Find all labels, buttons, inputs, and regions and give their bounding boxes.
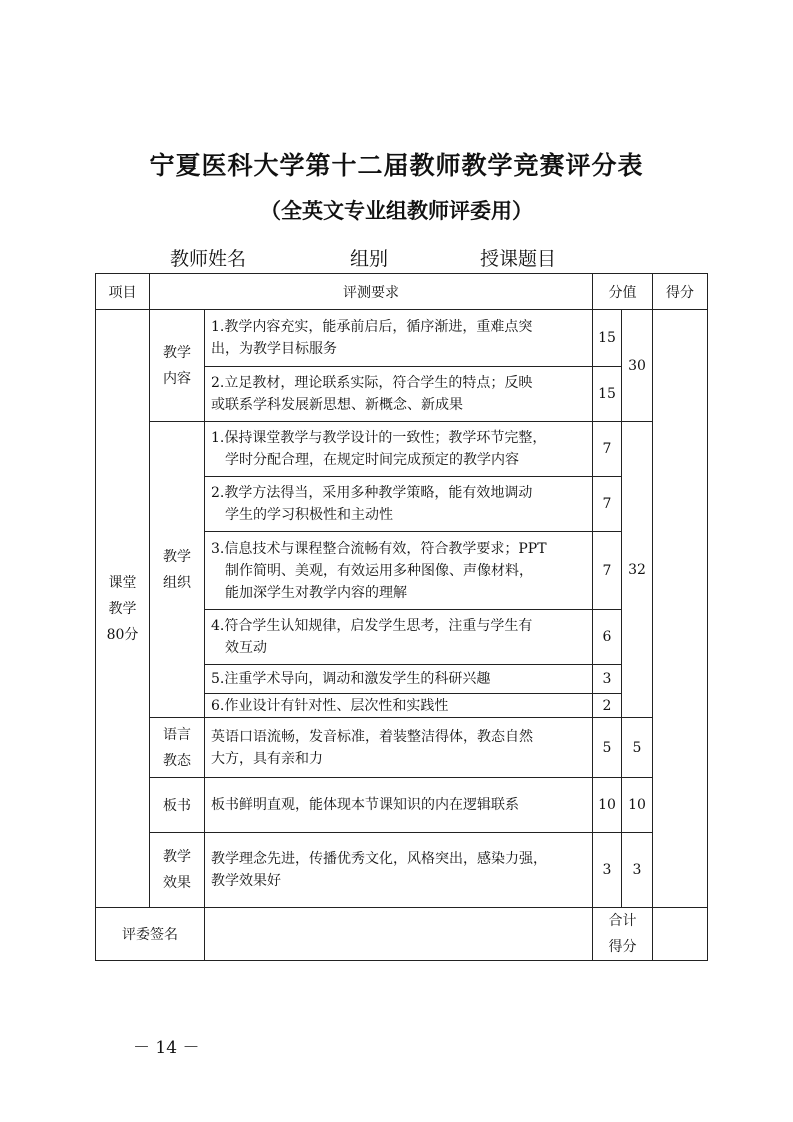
category-board: 板书 — [150, 778, 205, 833]
judge-sign-label: 评委签名 — [96, 908, 205, 961]
page-subtitle: （全英文专业组教师评委用） — [260, 198, 533, 223]
requirement-text: 5.注重学术导向，调动和激发学生的科研兴趣 — [205, 665, 593, 694]
item-points: 2 — [593, 694, 622, 718]
category-subtotal: 32 — [622, 422, 653, 718]
score-cell[interactable] — [653, 310, 708, 908]
header-points: 分值 — [593, 274, 653, 310]
requirement-text: 3.信息技术与课程整合流畅有效，符合教学要求；PPT 制作简明、美观，有效运用多种图像、声像材料， 能加深学生对教学内容的理解 — [205, 532, 593, 610]
requirement-text: 4.符合学生认知规律，启发学生思考，注重与学生有 效互动 — [205, 610, 593, 665]
requirement-text: 板书鲜明直观，能体现本节课知识的内在逻辑联系 — [205, 778, 593, 833]
judge-sign-field[interactable] — [205, 908, 593, 961]
item-points: 7 — [593, 422, 622, 477]
total-score-field[interactable] — [653, 908, 708, 961]
category-effect: 教学 效果 — [150, 833, 205, 908]
topic-label: 授课题目 — [480, 248, 557, 270]
requirement-text: 6.作业设计有针对性、层次性和实践性 — [205, 694, 593, 718]
item-points: 15 — [593, 310, 622, 367]
header-row — [96, 274, 708, 310]
page-title: 宁夏医科大学第十二届教师教学竞赛评分表 — [149, 151, 644, 180]
category-language: 语言 教态 — [150, 718, 205, 778]
table-row — [96, 310, 708, 367]
item-points: 15 — [593, 367, 622, 422]
teacher-name-label: 教师姓名 — [170, 248, 247, 270]
footer-row — [96, 908, 708, 961]
header-requirements: 评测要求 — [150, 274, 593, 310]
total-score-label: 合计 得分 — [593, 908, 653, 961]
category-content: 教学 内容 — [150, 310, 205, 422]
table-row — [96, 422, 708, 477]
group-label: 组别 — [350, 248, 389, 270]
requirement-text: 1.教学内容充实，能承前启后，循序渐进，重难点突 出，为教学目标服务 — [205, 310, 593, 367]
requirement-text: 2.教学方法得当，采用多种教学策略，能有效地调动 学生的学习积极性和主动性 — [205, 477, 593, 532]
item-points: 10 — [593, 778, 622, 833]
item-points: 3 — [593, 833, 622, 908]
requirement-text: 1.保持课堂教学与教学设计的一致性；教学环节完整， 学时分配合理，在规定时间完成预定的教学内容 — [205, 422, 593, 477]
table-row — [96, 778, 708, 833]
category-subtotal: 3 — [622, 833, 653, 908]
category-organization: 教学 组织 — [150, 422, 205, 718]
header-item: 项目 — [96, 274, 150, 310]
requirement-text: 2.立足教材，理论联系实际，符合学生的特点；反映 或联系学科发展新思想、新概念、新成果 — [205, 367, 593, 422]
requirement-text: 教学理念先进，传播优秀文化，风格突出，感染力强， 教学效果好 — [205, 833, 593, 908]
header-score: 得分 — [653, 274, 708, 310]
category-subtotal: 5 — [622, 718, 653, 778]
score-table — [95, 273, 708, 961]
item-points: 7 — [593, 477, 622, 532]
item-points: 3 — [593, 665, 622, 694]
item-points: 6 — [593, 610, 622, 665]
requirement-text: 英语口语流畅，发音标准，着装整洁得体，教态自然 大方，具有亲和力 — [205, 718, 593, 778]
category-subtotal: 30 — [622, 310, 653, 422]
table-row — [96, 833, 708, 908]
page-number: － 14 － — [133, 1038, 200, 1058]
section-label: 课堂 教学 80分 — [96, 310, 150, 908]
item-points: 5 — [593, 718, 622, 778]
category-subtotal: 10 — [622, 778, 653, 833]
table-row — [96, 718, 708, 778]
item-points: 7 — [593, 532, 622, 610]
